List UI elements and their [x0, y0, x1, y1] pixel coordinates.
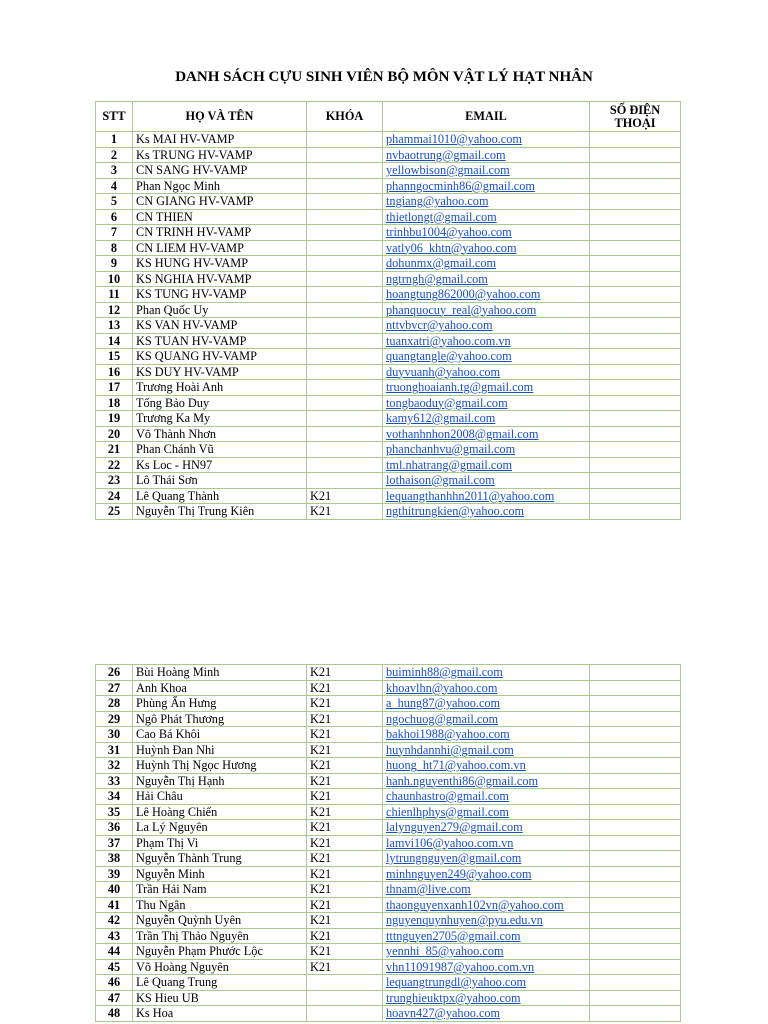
course-cell [307, 457, 383, 473]
phone-cell [590, 225, 681, 241]
course-cell: K21 [307, 742, 383, 758]
table-row [96, 132, 681, 148]
email-link[interactable]: tngiang@yahoo.com [383, 194, 590, 210]
name-cell: KS NGHIA HV-VAMP [133, 271, 307, 287]
table-row [96, 665, 681, 681]
email-link[interactable]: yellowbison@gmail.com [383, 163, 590, 179]
table-row [96, 928, 681, 944]
stt-cell: 42 [96, 913, 133, 929]
table-row [96, 380, 681, 396]
stt-cell: 10 [96, 271, 133, 287]
table-row [96, 804, 681, 820]
stt-cell: 2 [96, 147, 133, 163]
table-row [96, 442, 681, 458]
name-cell: KS HUNG HV-VAMP [133, 256, 307, 272]
name-cell: Trương Hoài Anh [133, 380, 307, 396]
stt-cell: 30 [96, 727, 133, 743]
email-link[interactable]: phammai1010@yahoo.com [383, 132, 590, 148]
table-row [96, 742, 681, 758]
course-cell [307, 163, 383, 179]
email-link[interactable]: lalynguyen279@gmail.com [383, 820, 590, 836]
stt-cell: 26 [96, 665, 133, 681]
email-link[interactable]: huynhdannhi@gmail.com [383, 742, 590, 758]
table-row [96, 990, 681, 1006]
course-cell [307, 271, 383, 287]
course-cell [307, 349, 383, 365]
phone-cell [590, 804, 681, 820]
name-cell: Nguyễn Thành Trung [133, 851, 307, 867]
table-row [96, 287, 681, 303]
table-row [96, 426, 681, 442]
email-link[interactable]: nguyenquynhuyen@pyu.edu.vn [383, 913, 590, 929]
course-cell: K21 [307, 851, 383, 867]
phone-cell [590, 163, 681, 179]
name-cell: Ks MAI HV-VAMP [133, 132, 307, 148]
phone-cell [590, 240, 681, 256]
name-cell: Trần Hải Nam [133, 882, 307, 898]
email-link[interactable]: phanngocminh86@gmail.com [383, 178, 590, 194]
phone-cell [590, 488, 681, 504]
course-cell: K21 [307, 835, 383, 851]
alumni-table-body [96, 132, 681, 520]
phone-cell [590, 727, 681, 743]
stt-cell: 28 [96, 696, 133, 712]
name-cell: Nguyễn Minh [133, 866, 307, 882]
table-row [96, 696, 681, 712]
email-link[interactable]: a_hung87@yahoo.com [383, 696, 590, 712]
stt-cell: 1 [96, 132, 133, 148]
name-cell: CN SANG HV-VAMP [133, 163, 307, 179]
email-link[interactable]: trunghieuktpx@yahoo.com [383, 990, 590, 1006]
email-link[interactable]: tttnguyen2705@gmail.com [383, 928, 590, 944]
phone-cell [590, 820, 681, 836]
course-cell [307, 240, 383, 256]
email-link[interactable]: kamy612@gmail.com [383, 411, 590, 427]
table-row [96, 944, 681, 960]
phone-cell [590, 457, 681, 473]
stt-cell: 8 [96, 240, 133, 256]
header-email: EMAIL [383, 102, 590, 132]
email-link[interactable]: phanchanhvu@gmail.com [383, 442, 590, 458]
page-title: DANH SÁCH CỰU SINH VIÊN BỘ MÔN VẬT LÝ HẠT NHÂN [175, 69, 593, 85]
stt-cell: 43 [96, 928, 133, 944]
phone-cell [590, 928, 681, 944]
phone-cell [590, 835, 681, 851]
course-cell: K21 [307, 504, 383, 520]
stt-cell: 33 [96, 773, 133, 789]
course-cell [307, 209, 383, 225]
course-cell [307, 426, 383, 442]
email-link[interactable]: nvbaotrung@gmail.com [383, 147, 590, 163]
table-row [96, 913, 681, 929]
course-cell: K21 [307, 727, 383, 743]
table-row [96, 727, 681, 743]
table-row [96, 835, 681, 851]
course-cell: K21 [307, 680, 383, 696]
phone-cell [590, 959, 681, 975]
phone-cell [590, 178, 681, 194]
course-cell [307, 975, 383, 991]
course-cell: K21 [307, 866, 383, 882]
email-link[interactable]: truonghoaianh.tg@gmail.com [383, 380, 590, 396]
phone-cell [590, 742, 681, 758]
course-cell [307, 380, 383, 396]
course-cell: K21 [307, 959, 383, 975]
course-cell [307, 178, 383, 194]
stt-cell: 15 [96, 349, 133, 365]
name-cell: Ks TRUNG HV-VAMP [133, 147, 307, 163]
name-cell: Phùng Ấn Hưng [133, 696, 307, 712]
phone-cell [590, 897, 681, 913]
stt-cell: 5 [96, 194, 133, 210]
phone-cell [590, 209, 681, 225]
phone-cell [590, 318, 681, 334]
name-cell: Phan Ngọc Minh [133, 178, 307, 194]
header-phone: SỐ ĐIỆN THOẠI [590, 102, 681, 132]
table-row [96, 1006, 681, 1022]
email-link[interactable]: bakhoi1988@yahoo.com [383, 727, 590, 743]
name-cell: Phan Quốc Uy [133, 302, 307, 318]
course-cell [307, 990, 383, 1006]
course-cell: K21 [307, 882, 383, 898]
phone-cell [590, 132, 681, 148]
name-cell: KS VAN HV-VAMP [133, 318, 307, 334]
phone-cell [590, 944, 681, 960]
course-cell [307, 473, 383, 489]
table-row [96, 225, 681, 241]
email-link[interactable]: buiminh88@gmail.com [383, 665, 590, 681]
email-link[interactable]: ngthitrungkien@yahoo.com [383, 504, 590, 520]
email-link[interactable]: vatly06_khtn@yahoo.com [383, 240, 590, 256]
name-cell: KS TUAN HV-VAMP [133, 333, 307, 349]
table-row [96, 457, 681, 473]
phone-cell [590, 975, 681, 991]
course-cell [307, 194, 383, 210]
course-cell: K21 [307, 696, 383, 712]
table-row [96, 758, 681, 774]
name-cell: Thu Ngân [133, 897, 307, 913]
email-link[interactable]: hanh.nguyenthi86@gmail.com [383, 773, 590, 789]
table-row [96, 411, 681, 427]
name-cell: Tống Bảo Duy [133, 395, 307, 411]
course-cell: K21 [307, 665, 383, 681]
email-link[interactable]: ngochuog@gmail.com [383, 711, 590, 727]
table-row [96, 504, 681, 520]
table-header-row [96, 102, 681, 132]
name-cell: CN THIEN [133, 209, 307, 225]
table-row [96, 163, 681, 179]
stt-cell: 18 [96, 395, 133, 411]
name-cell: Hải Châu [133, 789, 307, 805]
stt-cell: 22 [96, 457, 133, 473]
course-cell [307, 333, 383, 349]
phone-cell [590, 866, 681, 882]
phone-cell [590, 349, 681, 365]
phone-cell [590, 287, 681, 303]
name-cell: Ks Loc - HN97 [133, 457, 307, 473]
course-cell [307, 411, 383, 427]
header-stt: STT [96, 102, 133, 132]
name-cell: Ngô Phát Thương [133, 711, 307, 727]
name-cell: La Lý Nguyên [133, 820, 307, 836]
phone-cell [590, 194, 681, 210]
email-link[interactable]: khoavlhn@yahoo.com [383, 680, 590, 696]
email-link[interactable]: lequangtrungdl@yahoo.com [383, 975, 590, 991]
email-link[interactable]: chaunhastro@gmail.com [383, 789, 590, 805]
phone-cell [590, 758, 681, 774]
course-cell [307, 1006, 383, 1022]
phone-cell [590, 380, 681, 396]
stt-cell: 3 [96, 163, 133, 179]
name-cell: KS Hieu UB [133, 990, 307, 1006]
name-cell: Nguyễn Thị Trung Kiên [133, 504, 307, 520]
email-link[interactable]: lequangthanhhn2011@yahoo.com [383, 488, 590, 504]
stt-cell: 44 [96, 944, 133, 960]
table-row [96, 178, 681, 194]
name-cell: Phạm Thị Vi [133, 835, 307, 851]
stt-cell: 16 [96, 364, 133, 380]
alumni-table-body-continued [96, 665, 681, 1022]
stt-cell: 14 [96, 333, 133, 349]
phone-cell [590, 411, 681, 427]
stt-cell: 36 [96, 820, 133, 836]
stt-cell: 13 [96, 318, 133, 334]
table-row [96, 333, 681, 349]
name-cell: Huỳnh Thị Ngọc Hương [133, 758, 307, 774]
phone-cell [590, 1006, 681, 1022]
name-cell: KS TUNG HV-VAMP [133, 287, 307, 303]
name-cell: Võ Thành Nhơn [133, 426, 307, 442]
course-cell [307, 147, 383, 163]
phone-cell [590, 913, 681, 929]
table-row [96, 773, 681, 789]
table-row [96, 349, 681, 365]
stt-cell: 9 [96, 256, 133, 272]
stt-cell: 47 [96, 990, 133, 1006]
name-cell: Bùi Hoàng Minh [133, 665, 307, 681]
stt-cell: 7 [96, 225, 133, 241]
table-row [96, 959, 681, 975]
table-row [96, 194, 681, 210]
stt-cell: 6 [96, 209, 133, 225]
name-cell: Nguyễn Thị Hạnh [133, 773, 307, 789]
stt-cell: 17 [96, 380, 133, 396]
stt-cell: 38 [96, 851, 133, 867]
table-row [96, 820, 681, 836]
phone-cell [590, 990, 681, 1006]
course-cell: K21 [307, 897, 383, 913]
name-cell: Lô Thái Sơn [133, 473, 307, 489]
name-cell: Lê Quang Thành [133, 488, 307, 504]
stt-cell: 4 [96, 178, 133, 194]
name-cell: Lê Hoàng Chiến [133, 804, 307, 820]
phone-cell [590, 271, 681, 287]
email-link[interactable]: phanquocuy_real@yahoo.com [383, 302, 590, 318]
stt-cell: 45 [96, 959, 133, 975]
email-link[interactable]: tongbaoduy@gmail.com [383, 395, 590, 411]
table-row [96, 318, 681, 334]
table-row [96, 975, 681, 991]
phone-cell [590, 442, 681, 458]
table-row [96, 789, 681, 805]
name-cell: Võ Hoàng Nguyên [133, 959, 307, 975]
header-course: KHÓA [307, 102, 383, 132]
course-cell: K21 [307, 820, 383, 836]
email-link[interactable]: tuanxatri@yahoo.com.vn [383, 333, 590, 349]
course-cell: K21 [307, 773, 383, 789]
course-cell [307, 132, 383, 148]
email-link[interactable]: duyvuanh@yahoo.com [383, 364, 590, 380]
course-cell: K21 [307, 711, 383, 727]
alumni-table-continued [95, 664, 681, 1022]
email-link[interactable]: dohunmx@gmail.com [383, 256, 590, 272]
table-row [96, 302, 681, 318]
table-row [96, 488, 681, 504]
phone-cell [590, 147, 681, 163]
stt-cell: 40 [96, 882, 133, 898]
email-link[interactable]: chienlhphys@gmail.com [383, 804, 590, 820]
phone-cell [590, 395, 681, 411]
course-cell [307, 256, 383, 272]
phone-cell [590, 882, 681, 898]
table-row [96, 271, 681, 287]
phone-cell [590, 504, 681, 520]
stt-cell: 27 [96, 680, 133, 696]
name-cell: CN TRINH HV-VAMP [133, 225, 307, 241]
stt-cell: 37 [96, 835, 133, 851]
email-link[interactable]: hoangtung862000@yahoo.com [383, 287, 590, 303]
course-cell: K21 [307, 928, 383, 944]
stt-cell: 20 [96, 426, 133, 442]
table-row [96, 209, 681, 225]
course-cell: K21 [307, 804, 383, 820]
course-cell: K21 [307, 758, 383, 774]
email-link[interactable]: huong_ht71@yahoo.com.vn [383, 758, 590, 774]
table-row [96, 147, 681, 163]
phone-cell [590, 789, 681, 805]
email-link[interactable]: vhn11091987@yahoo.com.vn [383, 959, 590, 975]
table-row [96, 364, 681, 380]
stt-cell: 21 [96, 442, 133, 458]
phone-cell [590, 473, 681, 489]
email-link[interactable]: quangtangle@yahoo.com [383, 349, 590, 365]
table-row [96, 473, 681, 489]
table-row [96, 395, 681, 411]
name-cell: KS QUANG HV-VAMP [133, 349, 307, 365]
email-link[interactable]: hoavn427@yahoo.com [383, 1006, 590, 1022]
stt-cell: 48 [96, 1006, 133, 1022]
course-cell [307, 287, 383, 303]
stt-cell: 24 [96, 488, 133, 504]
table-row [96, 897, 681, 913]
email-link[interactable]: ngtrngh@gmail.com [383, 271, 590, 287]
name-cell: Huỳnh Đan Nhi [133, 742, 307, 758]
email-link[interactable]: minhnguyen249@yahoo.com [383, 866, 590, 882]
name-cell: CN LIEM HV-VAMP [133, 240, 307, 256]
name-cell: Trần Thị Thảo Nguyên [133, 928, 307, 944]
email-link[interactable]: lytrungnguyen@gmail.com [383, 851, 590, 867]
stt-cell: 29 [96, 711, 133, 727]
stt-cell: 34 [96, 789, 133, 805]
stt-cell: 41 [96, 897, 133, 913]
phone-cell [590, 333, 681, 349]
course-cell [307, 302, 383, 318]
phone-cell [590, 680, 681, 696]
course-cell: K21 [307, 789, 383, 805]
course-cell [307, 364, 383, 380]
phone-cell [590, 851, 681, 867]
table-row [96, 851, 681, 867]
course-cell [307, 395, 383, 411]
phone-cell [590, 665, 681, 681]
table-row [96, 256, 681, 272]
email-link[interactable]: thaonguyenxanh102vn@yahoo.com [383, 897, 590, 913]
stt-cell: 11 [96, 287, 133, 303]
course-cell [307, 442, 383, 458]
course-cell: K21 [307, 944, 383, 960]
phone-cell [590, 302, 681, 318]
stt-cell: 46 [96, 975, 133, 991]
stt-cell: 39 [96, 866, 133, 882]
stt-cell: 12 [96, 302, 133, 318]
email-link[interactable]: trinhbu1004@yahoo.com [383, 225, 590, 241]
phone-cell [590, 711, 681, 727]
name-cell: Lê Quang Trung [133, 975, 307, 991]
name-cell: Ks Hoa [133, 1006, 307, 1022]
stt-cell: 31 [96, 742, 133, 758]
email-link[interactable]: lothaison@gmail.com [383, 473, 590, 489]
email-link[interactable]: lamvi106@yahoo.com.vn [383, 835, 590, 851]
table-row [96, 882, 681, 898]
phone-cell [590, 426, 681, 442]
name-cell: Cao Bá Khôi [133, 727, 307, 743]
name-cell: CN GIANG HV-VAMP [133, 194, 307, 210]
phone-cell [590, 364, 681, 380]
course-cell: K21 [307, 488, 383, 504]
phone-cell [590, 256, 681, 272]
course-cell [307, 225, 383, 241]
stt-cell: 35 [96, 804, 133, 820]
table-row [96, 680, 681, 696]
stt-cell: 32 [96, 758, 133, 774]
email-link[interactable]: thnam@live.com [383, 882, 590, 898]
email-link[interactable]: nttvbvcr@yahoo.com [383, 318, 590, 334]
email-link[interactable]: tml.nhatrang@gmail.com [383, 457, 590, 473]
phone-cell [590, 773, 681, 789]
name-cell: KS DUY HV-VAMP [133, 364, 307, 380]
course-cell: K21 [307, 913, 383, 929]
stt-cell: 19 [96, 411, 133, 427]
table-row [96, 240, 681, 256]
stt-cell: 23 [96, 473, 133, 489]
email-link[interactable]: vothanhnhon2008@gmail.com [383, 426, 590, 442]
stt-cell: 25 [96, 504, 133, 520]
course-cell [307, 318, 383, 334]
table-row [96, 866, 681, 882]
email-link[interactable]: thietlongt@gmail.com [383, 209, 590, 225]
phone-cell [590, 696, 681, 712]
alumni-table [95, 101, 681, 520]
header-name: HỌ VÀ TÊN [133, 102, 307, 132]
name-cell: Nguyễn Quỳnh Uyên [133, 913, 307, 929]
name-cell: Nguyễn Phạm Phước Lộc [133, 944, 307, 960]
email-link[interactable]: yennhi_85@yahoo.com [383, 944, 590, 960]
name-cell: Trương Ka My [133, 411, 307, 427]
name-cell: Phan Chánh Vũ [133, 442, 307, 458]
table-row [96, 711, 681, 727]
name-cell: Anh Khoa [133, 680, 307, 696]
